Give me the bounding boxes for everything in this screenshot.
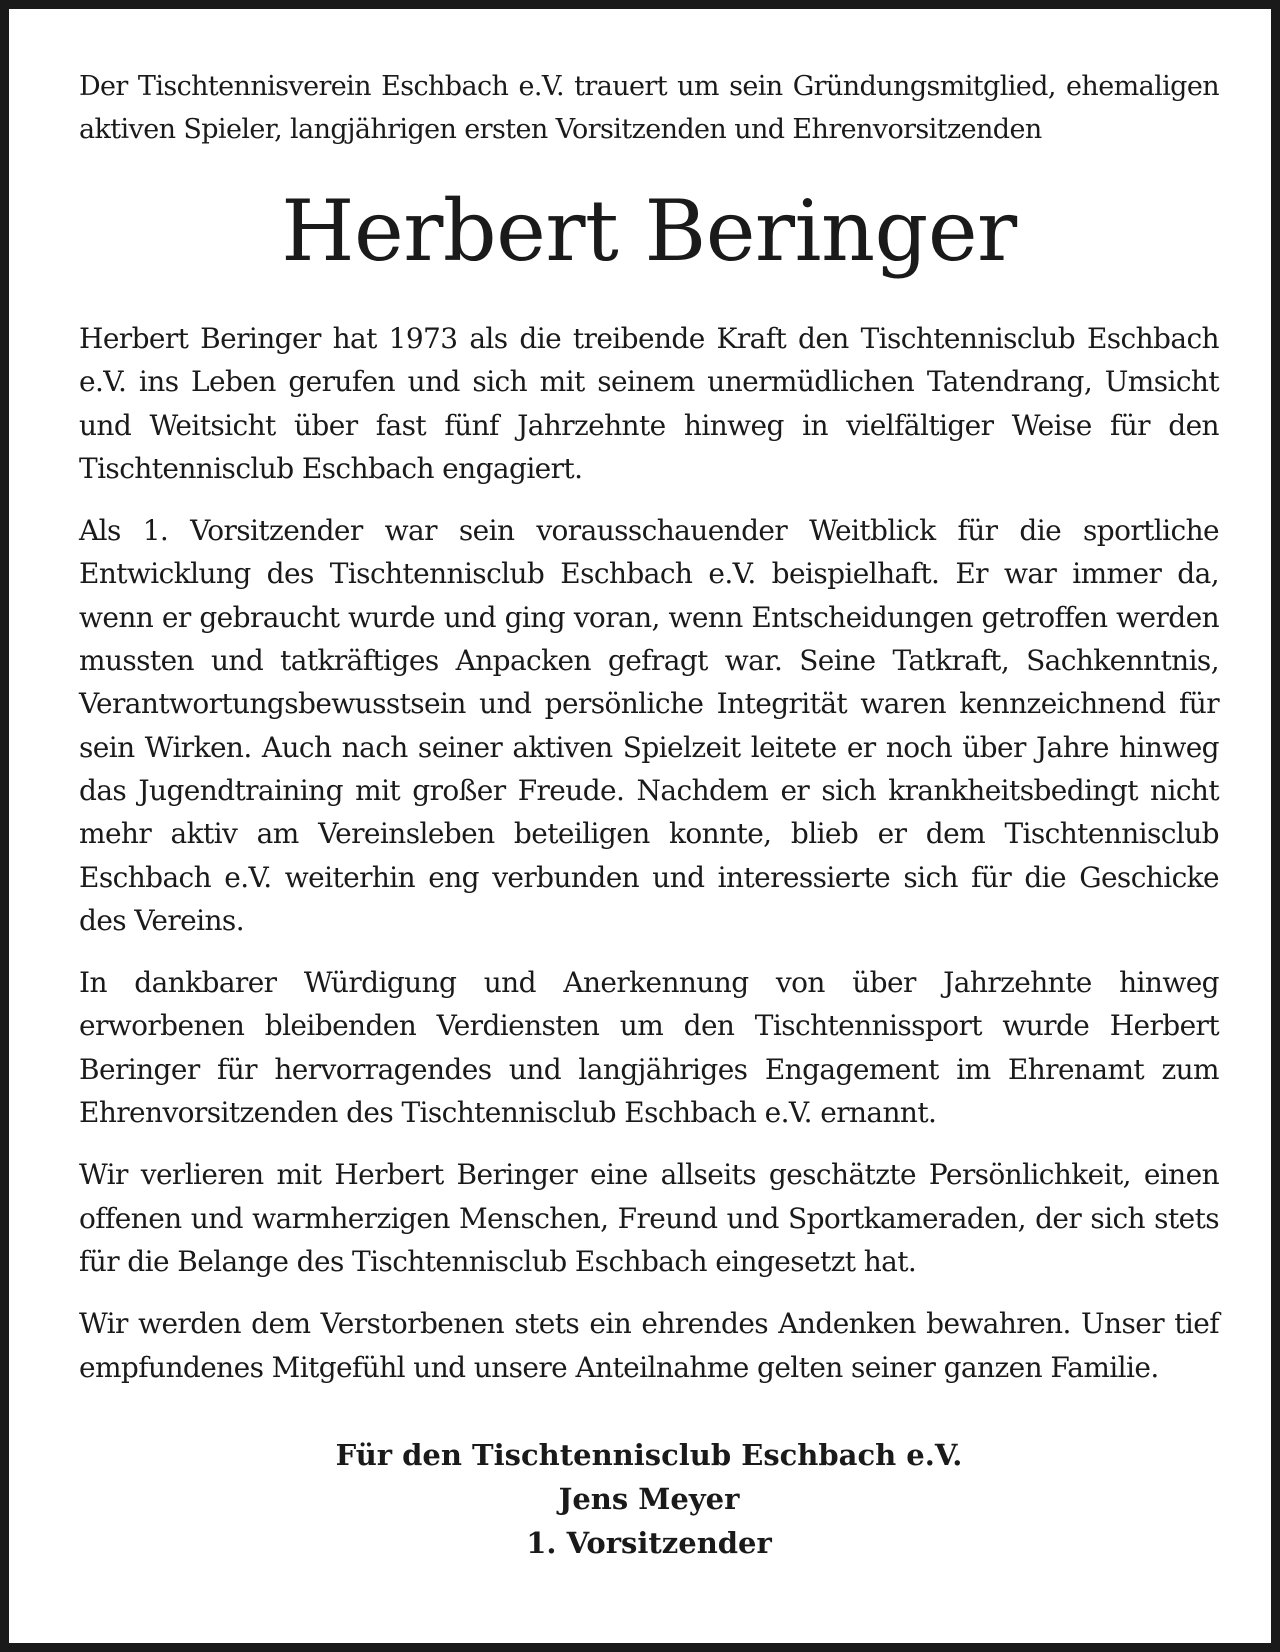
deceased-name: Herbert Beringer [281,182,1017,280]
paragraph-founding: Herbert Beringer hat 1973 als die treibende Kraft den Tischtennisclub Eschbach e.V. ins Leben gerufen und sich mit seinem unermüdlichen Tatendrang, Umsicht und Weitsicht über fast fünf Jahrzehnte hinweg in vielfältiger Weise für den Tischtennisclub Eschbach engagiert. [79,322,1219,485]
paragraph-condolence: Wir werden dem Verstorbenen stets ein ehrendes Andenken bewahren. Unser tief empfundenes Mitgefühl und unsere Anteilnahme gelten seiner ganzen Familie. [79,1307,1219,1384]
paragraph-honorary: In dankbarer Würdigung und Anerkennung von über Jahrzehnte hinweg erworbenen bleibenden Verdiensten um den Tischtennissport wurde Herbert Beringer für hervorragendes und langjähriges Engagement im Ehrenamt zum Ehrenvorsitzenden des Tischtennisclub Eschbach e.V. ernannt. [79,966,1219,1130]
signature-person: Jens Meyer [558,1481,740,1516]
intro-text: Der Tischtennisverein Eschbach e.V. trauert um sein Gründungsmitglied, ehemaligen aktiven Spieler, langjährigen ersten Vorsitzenden und Ehrenvorsitzenden [79,71,1219,145]
paragraph-chairman: Als 1. Vorsitzender war sein vorausschauender Weitblick für die sportliche Entwicklung des Tischtennisclub Eschbach e.V. beispielhaft. Er war immer da, wenn er gebraucht wurde und ging voran, wenn Entscheidungen getroffen werden mussten und tatkräftiges Anpacken gefragt war. Seine Tatkraft, Sachkenntnis, Verantwortungsbewusstsein und persönliche Integrität waren kennzeichnend für sein Wirken. Auch nach seiner aktiven Spielzeit leitete er noch über Jahre hinweg das Jugendtraining mit großer Freude. Nachdem er sich krankheitsbedingt nicht mehr aktiv am Vereinsleben beteiligen konnte, blieb er dem Tischtennisclub Eschbach e.V. weiterhin eng verbunden und interessierte sich für die Geschicke des Vereins. [79,514,1219,937]
signature-organization: Für den Tischtennisclub Eschbach e.V. [335,1437,963,1472]
paragraph-loss: Wir verlieren mit Herbert Beringer eine allseits geschätzte Persönlichkeit, einen offenen und warmherzigen Menschen, Freund und Sportkameraden, der sich stets für die Belange des Tischtennisclub Eschbach eingesetzt hat. [79,1158,1219,1278]
signature-block [79,1433,1219,1565]
obituary-content [79,65,1219,1565]
signature-role: 1. Vorsitzender [526,1525,772,1560]
